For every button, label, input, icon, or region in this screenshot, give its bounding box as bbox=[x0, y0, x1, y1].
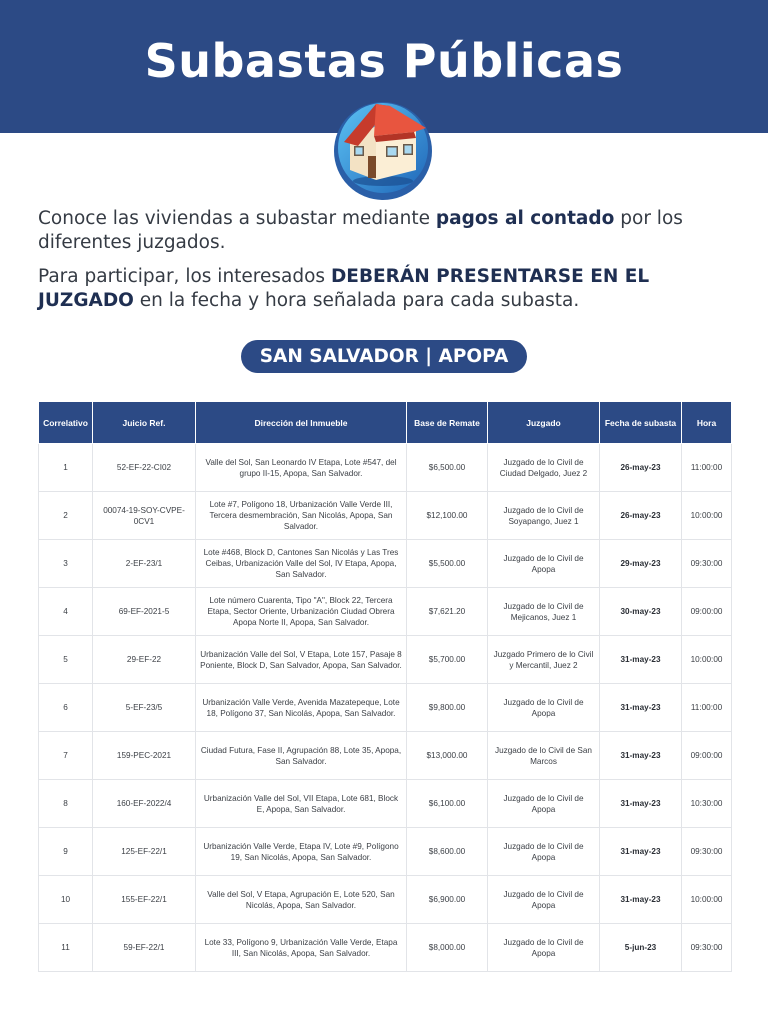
table-cell: Juzgado de lo Civil de Apopa bbox=[488, 780, 600, 828]
table-cell: $5,500.00 bbox=[407, 540, 488, 588]
table-cell: 10:00:00 bbox=[682, 876, 732, 924]
table-cell: $12,100.00 bbox=[407, 492, 488, 540]
table-cell: 09:00:00 bbox=[682, 588, 732, 636]
table-cell: Urbanización Valle Verde, Avenida Mazatepeque, Lote 18, Polígono 37, San Nicolás, Apopa, San Salvador. bbox=[196, 684, 407, 732]
table-cell: Ciudad Futura, Fase II, Agrupación 88, Lote 35, Apopa, San Salvador. bbox=[196, 732, 407, 780]
table-cell: $9,800.00 bbox=[407, 684, 488, 732]
table-cell: Valle del Sol, San Leonardo IV Etapa, Lote #547, del grupo II-15, Apopa, San Salvador. bbox=[196, 444, 407, 492]
table-cell: 10:00:00 bbox=[682, 636, 732, 684]
table-cell: Lote 33, Polígono 9, Urbanización Valle Verde, Etapa III, San Nicolás, Apopa, San Salvador. bbox=[196, 924, 407, 972]
table-cell: 8 bbox=[39, 780, 93, 828]
table-cell: 31-may-23 bbox=[600, 876, 682, 924]
table-cell: 31-may-23 bbox=[600, 636, 682, 684]
column-header: Dirección del Inmueble bbox=[196, 402, 407, 444]
table-cell: 6 bbox=[39, 684, 93, 732]
table-cell: 5-jun-23 bbox=[600, 924, 682, 972]
table-cell: 00074-19-SOY-CVPE-0CV1 bbox=[93, 492, 196, 540]
table-row bbox=[39, 876, 732, 924]
table-cell: 11:00:00 bbox=[682, 444, 732, 492]
table-cell: Lote #468, Block D, Cantones San Nicolás y Las Tres Ceibas, Urbanización Valle del Sol, IV Etapa, Apopa, San Salvador. bbox=[196, 540, 407, 588]
region-label: SAN SALVADOR | APOPA bbox=[241, 340, 527, 373]
table-cell: $8,600.00 bbox=[407, 828, 488, 876]
table-cell: Lote número Cuarenta, Tipo "A", Block 22, Tercera Etapa, Sector Oriente, Urbanización Ciudad Obrera Apopa Norte II, Apopa, San Salvador. bbox=[196, 588, 407, 636]
table-cell: 09:00:00 bbox=[682, 732, 732, 780]
table-row bbox=[39, 684, 732, 732]
table-cell: 31-may-23 bbox=[600, 828, 682, 876]
table-cell: Urbanización Valle del Sol, V Etapa, Lote 157, Pasaje 8 Poniente, Block D, San Salvador, Apopa, San Salvador. bbox=[196, 636, 407, 684]
table-cell: 29-EF-22 bbox=[93, 636, 196, 684]
page-title: Subastas Públicas bbox=[144, 34, 624, 88]
table-cell: 2-EF-23/1 bbox=[93, 540, 196, 588]
table-cell: $7,621.20 bbox=[407, 588, 488, 636]
table-cell: 125-EF-22/1 bbox=[93, 828, 196, 876]
table-cell: 160-EF-2022/4 bbox=[93, 780, 196, 828]
table-header-row bbox=[39, 402, 732, 444]
table-cell: 52-EF-22-CI02 bbox=[93, 444, 196, 492]
table-row bbox=[39, 828, 732, 876]
table-cell: Valle del Sol, V Etapa, Agrupación E, Lote 520, San Nicolás, Apopa, San Salvador. bbox=[196, 876, 407, 924]
table-row bbox=[39, 540, 732, 588]
table-row bbox=[39, 588, 732, 636]
table-cell: Juzgado de lo Civil de Apopa bbox=[488, 924, 600, 972]
table-row bbox=[39, 492, 732, 540]
table-cell: $6,900.00 bbox=[407, 876, 488, 924]
table-cell: Juzgado de lo Civil de Apopa bbox=[488, 876, 600, 924]
table-cell: 09:30:00 bbox=[682, 828, 732, 876]
table-cell: Urbanización Valle del Sol, VII Etapa, Lote 681, Block E, Apopa, San Salvador. bbox=[196, 780, 407, 828]
table-cell: $6,100.00 bbox=[407, 780, 488, 828]
intro-paragraph-1: Conoce las viviendas a subastar mediante pagos al contado por los diferentes juzgados. bbox=[38, 208, 683, 253]
table-cell: 159-PEC-2021 bbox=[93, 732, 196, 780]
table-cell: 26-may-23 bbox=[600, 492, 682, 540]
table-cell: Juzgado Primero de lo Civil y Mercantil, Juez 2 bbox=[488, 636, 600, 684]
column-header: Juicio Ref. bbox=[93, 402, 196, 444]
table-cell: Juzgado de lo Civil de Ciudad Delgado, Juez 2 bbox=[488, 444, 600, 492]
column-header: Base de Remate bbox=[407, 402, 488, 444]
table-cell: 155-EF-22/1 bbox=[93, 876, 196, 924]
table-cell: 31-may-23 bbox=[600, 780, 682, 828]
table-cell: $6,500.00 bbox=[407, 444, 488, 492]
table-cell: 31-may-23 bbox=[600, 732, 682, 780]
table-cell: 10:30:00 bbox=[682, 780, 732, 828]
table-cell: Juzgado de lo Civil de Soyapango, Juez 1 bbox=[488, 492, 600, 540]
table-cell: 4 bbox=[39, 588, 93, 636]
intro-paragraph-2: Para participar, los interesados DEBERÁN PRESENTARSE EN EL JUZGADO en la fecha y hora señalada para cada subasta. bbox=[38, 266, 650, 311]
intro-text bbox=[38, 207, 738, 323]
auctions-table bbox=[38, 401, 732, 972]
table-cell: Juzgado de lo Civil de Apopa bbox=[488, 828, 600, 876]
table-cell: 1 bbox=[39, 444, 93, 492]
table-cell: Juzgado de lo Civil de Apopa bbox=[488, 540, 600, 588]
table-cell: 7 bbox=[39, 732, 93, 780]
table-cell: Urbanización Valle Verde, Etapa IV, Lote #9, Polígono 19, San Nicolás, Apopa, San Salvador. bbox=[196, 828, 407, 876]
table-cell: Juzgado de lo Civil de Apopa bbox=[488, 684, 600, 732]
table-row bbox=[39, 924, 732, 972]
table-row bbox=[39, 732, 732, 780]
column-header: Correlativo bbox=[39, 402, 93, 444]
table-cell: 10:00:00 bbox=[682, 492, 732, 540]
house-icon bbox=[330, 98, 436, 204]
table-row bbox=[39, 444, 732, 492]
column-header: Hora bbox=[682, 402, 732, 444]
table-cell: 10 bbox=[39, 876, 93, 924]
table-cell: 2 bbox=[39, 492, 93, 540]
table-cell: 5-EF-23/5 bbox=[93, 684, 196, 732]
table-cell: 59-EF-22/1 bbox=[93, 924, 196, 972]
table-row bbox=[39, 780, 732, 828]
table-cell: Juzgado de lo Civil de Mejicanos, Juez 1 bbox=[488, 588, 600, 636]
table-cell: 29-may-23 bbox=[600, 540, 682, 588]
table-cell: 11:00:00 bbox=[682, 684, 732, 732]
table-cell: 9 bbox=[39, 828, 93, 876]
table-cell: 30-may-23 bbox=[600, 588, 682, 636]
table-cell: 09:30:00 bbox=[682, 540, 732, 588]
table-cell: 09:30:00 bbox=[682, 924, 732, 972]
table-cell: $8,000.00 bbox=[407, 924, 488, 972]
column-header: Juzgado bbox=[488, 402, 600, 444]
table-cell: $5,700.00 bbox=[407, 636, 488, 684]
table-cell: 3 bbox=[39, 540, 93, 588]
column-header: Fecha de subasta bbox=[600, 402, 682, 444]
table-cell: 5 bbox=[39, 636, 93, 684]
table-cell: Lote #7, Polígono 18, Urbanización Valle Verde III, Tercera desmembración, San Nicolás, Apopa, San Salvador. bbox=[196, 492, 407, 540]
table-row bbox=[39, 636, 732, 684]
table-cell: 69-EF-2021-5 bbox=[93, 588, 196, 636]
table-cell: 11 bbox=[39, 924, 93, 972]
table-cell: $13,000.00 bbox=[407, 732, 488, 780]
table-cell: 31-may-23 bbox=[600, 684, 682, 732]
table-cell: 26-may-23 bbox=[600, 444, 682, 492]
table-cell: Juzgado de lo Civil de San Marcos bbox=[488, 732, 600, 780]
